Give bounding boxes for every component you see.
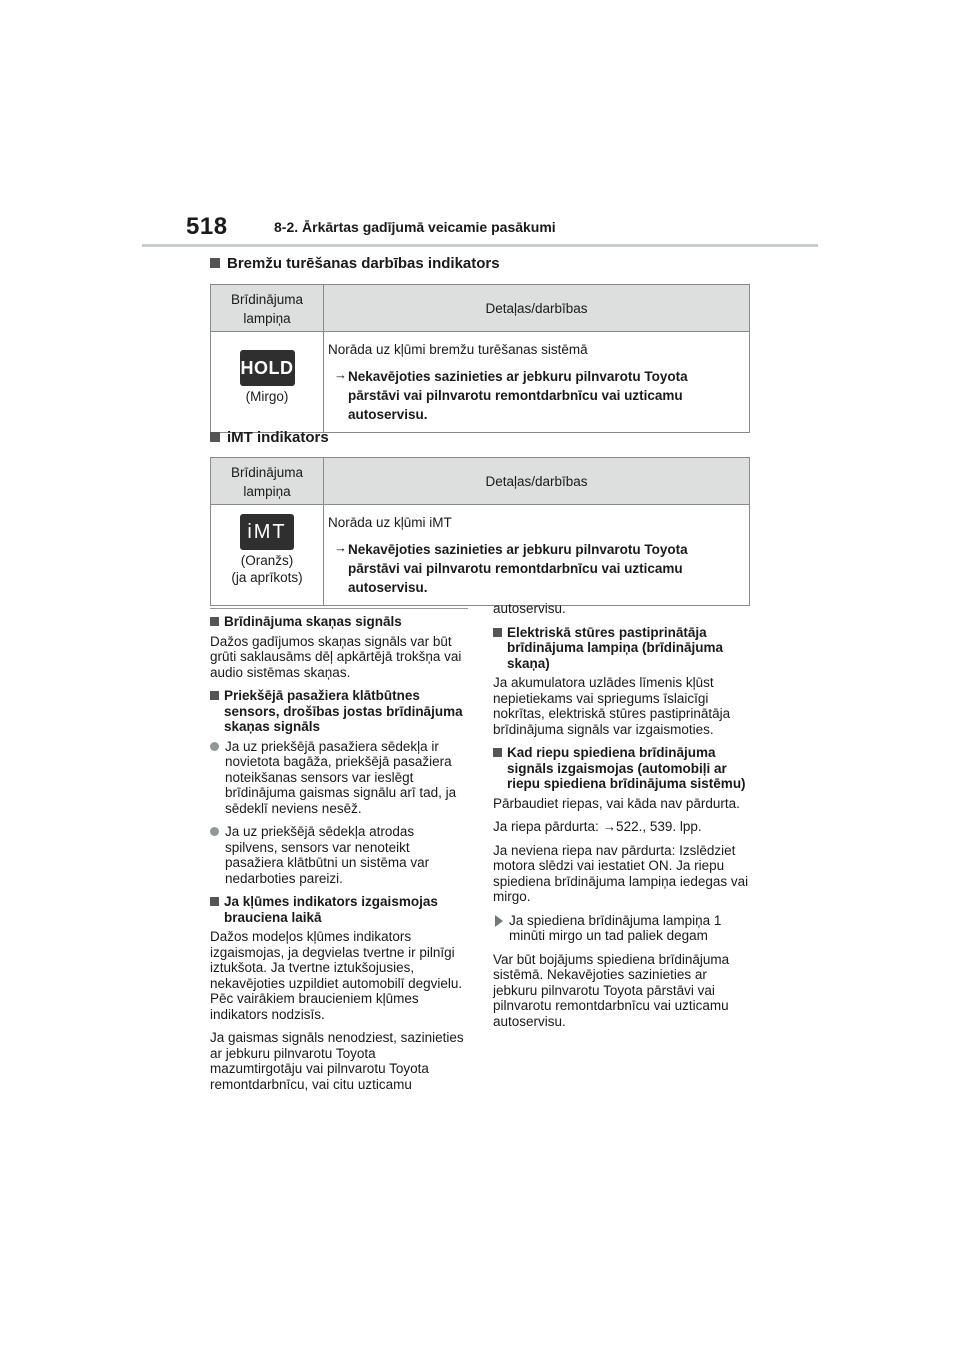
detail-text: Norāda uz kļūmi bremžu turēšanas sistēmā	[328, 342, 588, 357]
column-rule	[210, 608, 468, 609]
paragraph: autoservisu.	[493, 601, 566, 616]
paragraph: Ja gaismas signāls nenodziest, sazinieties ar jebkuru pilnvarotu Toyota mazumtirgotāju vai pilnvarotu Toyota remontdarbnīcu, vai citu uzticamu	[210, 1030, 464, 1092]
sub-heading: Ja kļūmes indikators izgaismojas brauciena laikā	[210, 894, 468, 925]
paragraph: Ja riepa pārdurta: →522., 539. lpp.	[493, 819, 702, 834]
paragraph: Dažos gadījumos skaņas signāls var būt grūti saklausāms dēļ apkārtējā trokšņa vai audio sistēmas skaņas.	[210, 633, 462, 680]
heading-text: Bremžu turēšanas darbības indikators	[227, 255, 500, 272]
th-details: Detaļas/darbības	[324, 458, 750, 505]
lamp-note-color: (Oranžs)	[240, 553, 294, 568]
brake-hold-table	[210, 284, 750, 433]
square-bullet-icon	[210, 432, 220, 442]
arrow-icon: →	[334, 367, 347, 382]
square-bullet-icon	[493, 628, 502, 637]
imt-heading	[210, 429, 329, 446]
header-rule	[142, 244, 818, 247]
list-item: Ja uz priekšējā sēdekļa atrodas spilvens, sensors var nenoteikt pasažiera klātbūtni un sistēma var nedarboties pareizi.	[210, 824, 468, 886]
square-bullet-icon	[210, 258, 220, 268]
th-lamp: Brīdinājuma lampiņa	[211, 285, 324, 332]
paragraph: Var būt bojājums spiediena brīdinājuma sistēmā. Nekavējoties sazinieties ar jebkuru pilnvarotu Toyota pārstāvi vai pilnvarotu remontdarbnīcu vai uzticamu autoservisu.	[493, 951, 730, 1029]
lamp-note: (Mirgo)	[245, 389, 289, 404]
detail-text: Norāda uz kļūmi iMT	[328, 515, 452, 530]
paragraph: Ja akumulatora uzlādes līmenis kļūst nepietiekams vai spriegums īslaicīgi nokrītas, elektriskā stūres pastiprinātāja brīdinājuma signāls var izgaismoties.	[493, 675, 731, 737]
action-text: Nekavējoties sazinieties ar jebkuru pilnvarotu Toyota pārstāvi vai pilnvarotu remontdarbnīcu vai uzticamu autoservisu.	[348, 369, 688, 422]
th-lamp: Brīdinājuma lampiņa	[211, 458, 324, 505]
brake-hold-heading	[210, 255, 500, 272]
section-header: 8-2. Ārkārtas gadījumā veicamie pasākumi	[274, 219, 556, 235]
th-details: Detaļas/darbības	[324, 285, 750, 332]
lamp-note-equipped: (ja aprīkots)	[231, 570, 303, 585]
sub-heading: Elektriskā stūres pastiprinātāja brīdinājuma lampiņa (brīdinājuma skaņa)	[493, 625, 751, 672]
sub-heading: Brīdinājuma skaņas signāls	[210, 614, 468, 630]
dot-bullet-icon	[210, 742, 219, 751]
square-bullet-icon	[210, 617, 219, 626]
triangle-bullet-icon	[495, 915, 503, 927]
lamp-cell	[211, 505, 324, 606]
detail-cell	[324, 505, 750, 606]
imt-icon: iMT	[240, 514, 294, 550]
sub-heading: Priekšējā pasažiera klātbūtnes sensors, drošības jostas brīdinājuma skaņas signāls	[210, 688, 468, 735]
heading-text: iMT indikators	[227, 429, 329, 446]
paragraph: Pārbaudiet riepas, vai kāda nav pārdurta.	[493, 795, 740, 811]
square-bullet-icon	[493, 748, 502, 757]
step-item: Ja spiediena brīdinājuma lampiņa 1 minūti mirgo un tad paliek degam	[493, 913, 751, 944]
left-column	[210, 614, 468, 1100]
right-column	[493, 601, 751, 1037]
detail-cell	[324, 332, 750, 433]
square-bullet-icon	[210, 897, 219, 906]
paragraph: Ja neviena riepa nav pārdurta: Izslēdziet motora slēdzi vai iestatiet ON. Ja riepu spiediena brīdinājuma lampiņa iedegas vai mirgo.	[493, 842, 749, 904]
action-text: Nekavējoties sazinieties ar jebkuru pilnvarotu Toyota pārstāvi vai pilnvarotu remontdarbnīcu vai uzticamu autoservisu.	[348, 542, 688, 595]
square-bullet-icon	[210, 691, 219, 700]
lamp-cell	[211, 332, 324, 433]
dot-bullet-icon	[210, 827, 219, 836]
page-number: 518	[186, 213, 228, 240]
paragraph: Dažos modeļos kļūmes indikators izgaismojas, ja degvielas tvertne ir pilnīgi iztukšota. Ja tvertne iztukšojusies, nekavējoties uzpildiet automobilī degvielu. Pēc vairākiem braucieniem kļūmes indikators nodzisīs.	[210, 929, 463, 1022]
sub-heading: Kad riepu spiediena brīdinājuma signāls izgaismojas (automobiļi ar riepu spiediena brīdinājuma sistēmu)	[493, 745, 751, 792]
list-item: Ja uz priekšējā pasažiera sēdekļa ir novietota bagāža, priekšējā pasažiera noteikšanas sensors var ieslēgt brīdinājuma gaismas signālu arī tad, ja sēdeklī neviens nesēž.	[210, 739, 468, 817]
hold-icon: HOLD	[240, 350, 295, 386]
imt-table	[210, 457, 750, 606]
arrow-icon: →	[334, 540, 347, 555]
